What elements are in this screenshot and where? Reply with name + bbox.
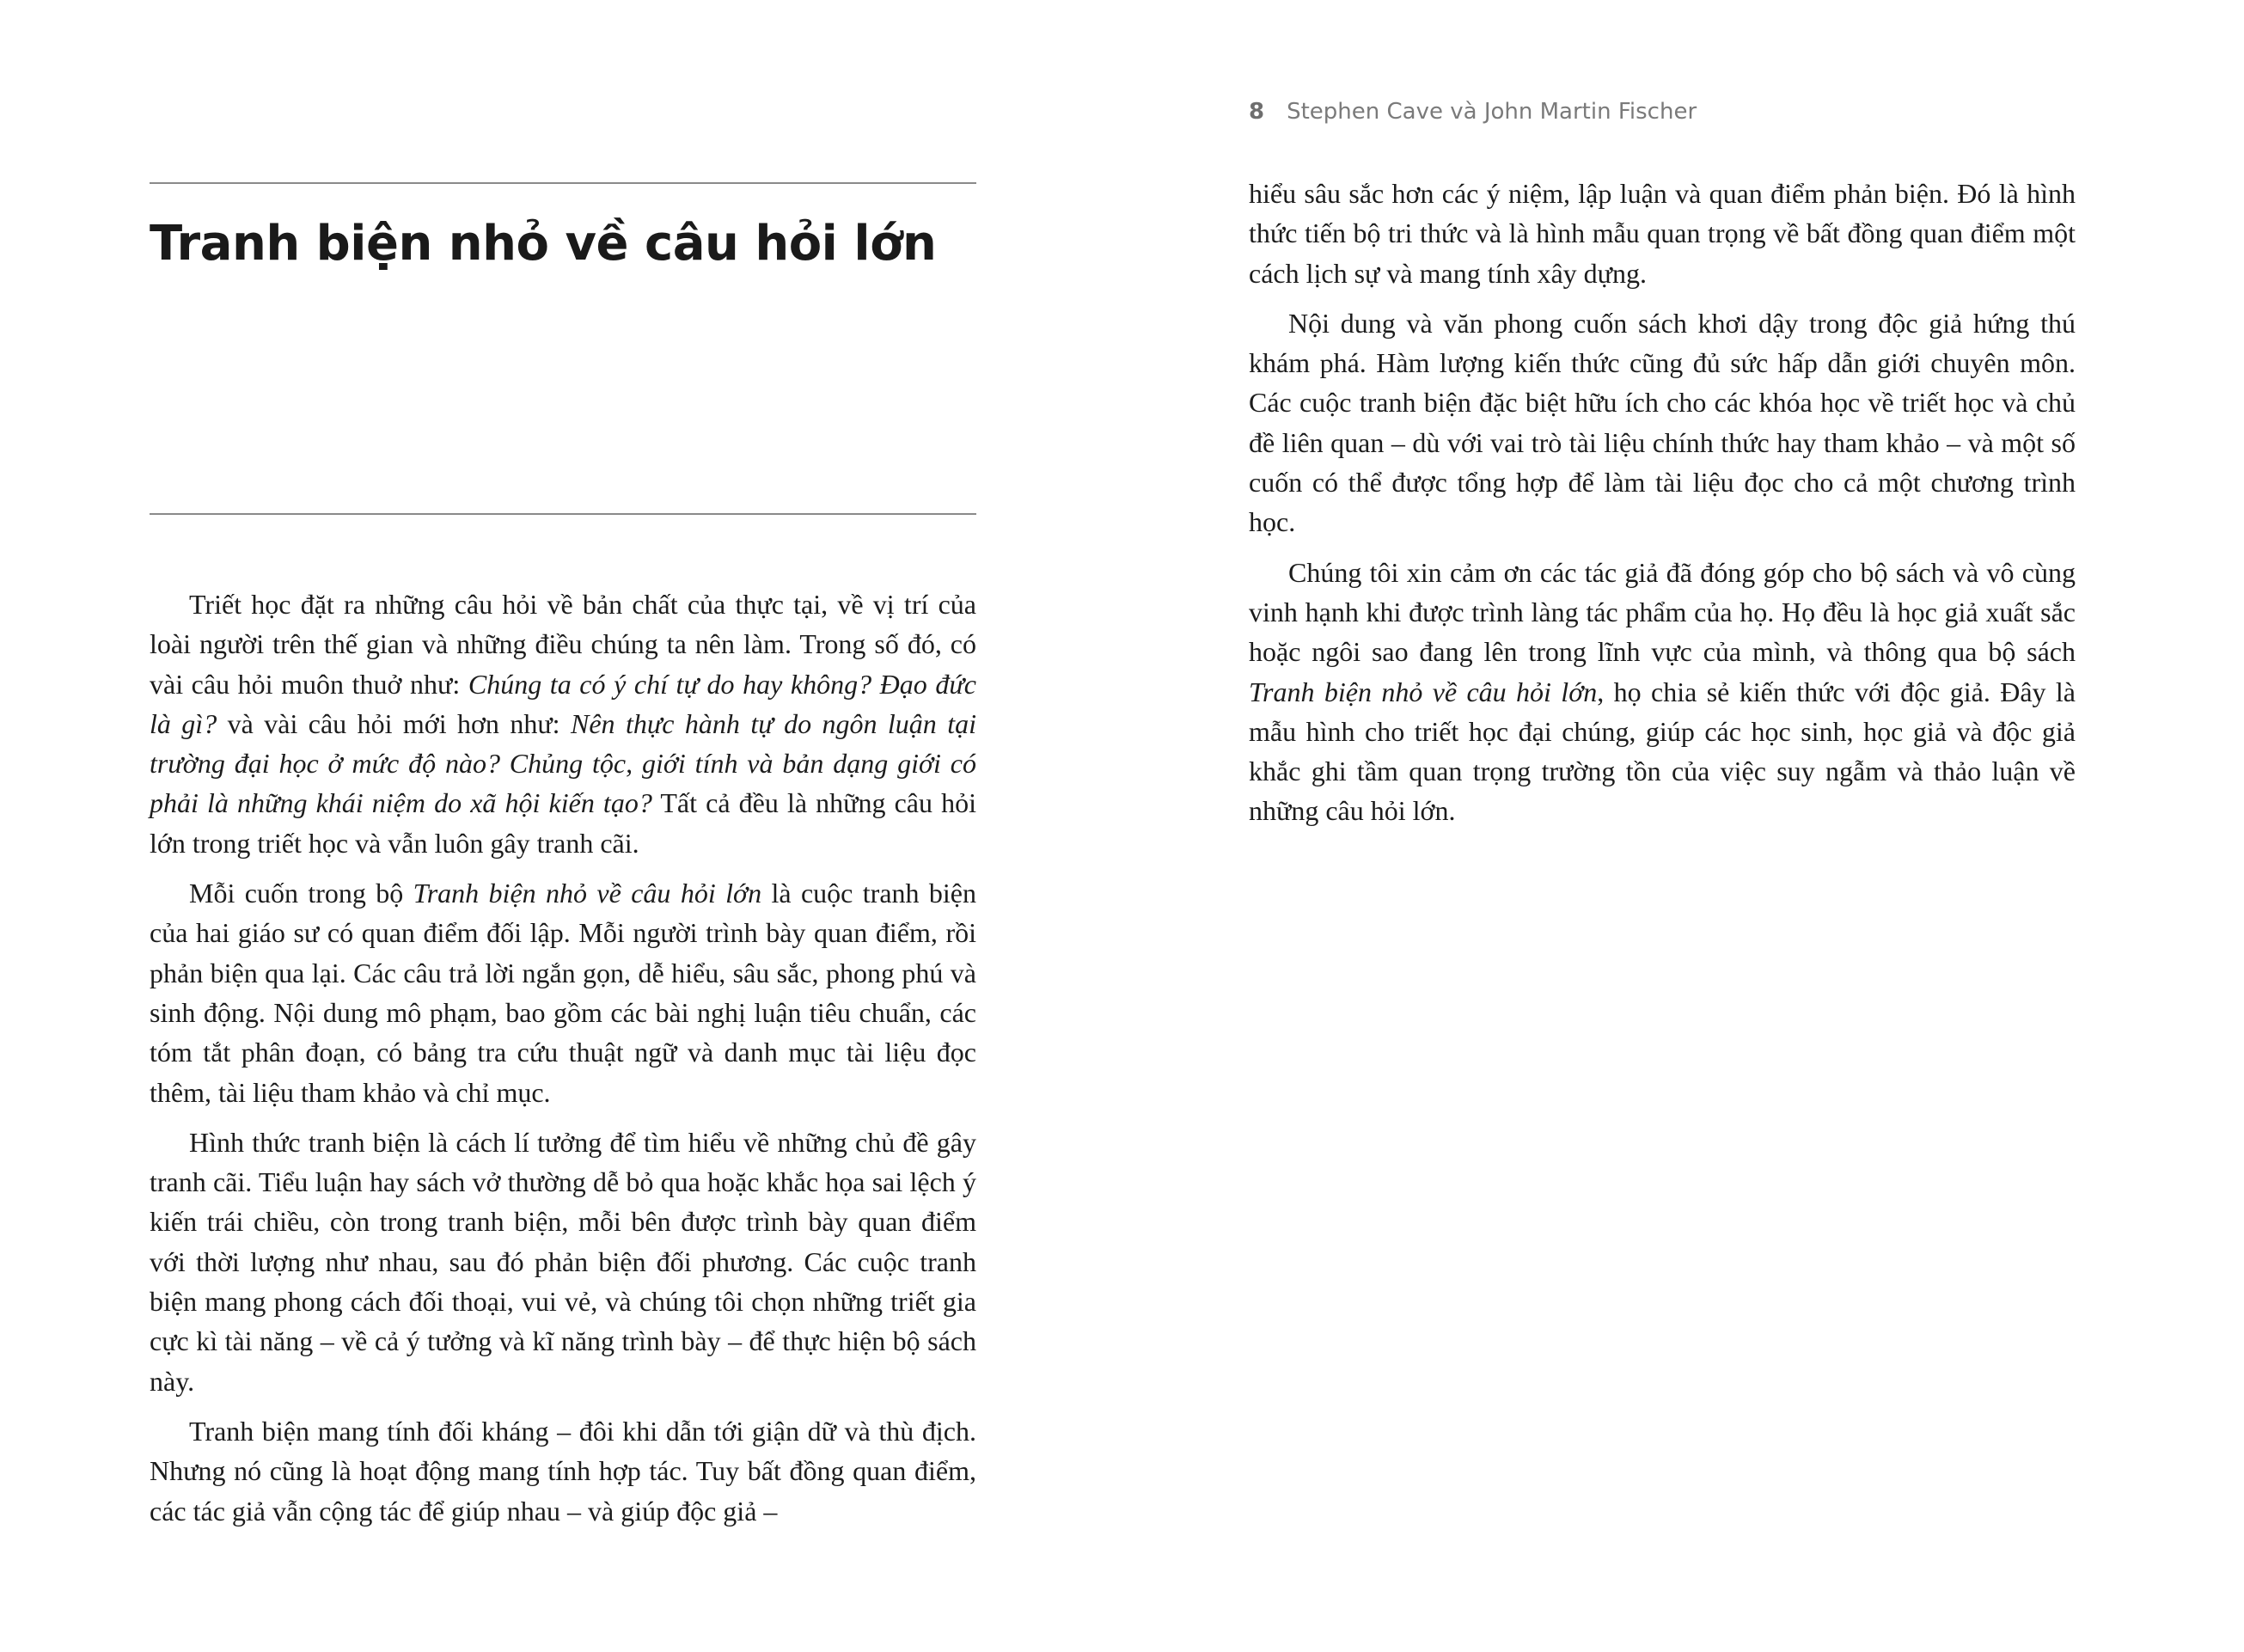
text-run: Hình thức tranh biện là cách lí tưởng để tìm hiểu về những chủ đề gây tranh cãi. Tiểu luận hay sách vở thường dễ bỏ qua hoặc khắc họa sai lệch ý kiến trái chiều, còn trong tranh biện, mỗi bên được trình bày quan điểm với thời lượng như nhau, sau đó phản biện đối phương. Các cuộc tranh biện mang phong cách đối thoại, vui vẻ, và chúng tôi chọn những triết gia cực kì tài năng – về cả ý tưởng và kĩ năng trình bày – để thực hiện bộ sách này. — [150, 1126, 976, 1397]
page-number: 8 — [1249, 99, 1265, 125]
text-run: Triết học đặt ra những câu hỏi về bản chất của thực tại, về vị trí của loài người trên thế gian và những điều chúng ta nên làm. Trong số đó, có vài câu hỏi muôn thuở như: — [150, 589, 976, 700]
text-run: Chúng tôi xin cảm ơn các tác giả đã đóng góp cho bộ sách và vô cùng vinh hạnh khi được trình làng tác phẩm của họ. Họ đều là học giả xuất sắc hoặc ngôi sao đang lên trong lĩnh vực của mình, và thông qua bộ sách — [1249, 556, 2076, 668]
paragraph — [150, 1123, 976, 1401]
italic-run: Nên thực hành tự do ngôn luận tại trường đại học ở mức độ nào? Chủng tộc, giới tính và bản dạng giới có phải là những khái niệm do xã hội kiến tạo? — [150, 707, 977, 819]
right-page — [1122, 0, 2244, 1652]
paragraph-continued — [1249, 174, 2076, 293]
running-head — [1249, 96, 1697, 127]
text-run: và vài câu hỏi mới hơn như: — [217, 707, 571, 739]
text-run: hiểu sâu sắc hơn các ý niệm, lập luận và quan điểm phản biện. Đó là hình thức tiến bộ tri thức và là hình mẫu quan trọng về bất đồng quan điểm một cách lịch sự và mang tính xây dựng. — [1249, 178, 2076, 289]
text-run: , họ chia sẻ kiến thức với độc giả. Đây là mẫu hình cho triết học đại chúng, giúp các học sinh, học giả và độc giả khắc ghi tầm quan trọng trường tồn của việc suy ngẫm và thảo luận về những câu hỏi lớn. — [1249, 676, 2076, 827]
text-run: Mỗi cuốn trong bộ — [189, 878, 413, 909]
chapter-title: Tranh biện nhỏ về câu hỏi lớn — [150, 216, 937, 272]
left-body-text — [150, 584, 976, 1541]
paragraph — [1249, 303, 2076, 542]
paragraph — [1249, 553, 2076, 831]
italic-run: Tranh biện nhỏ về câu hỏi lớn — [413, 878, 762, 909]
italic-run: Chúng ta có ý chí tự do hay không? Đạo đức là gì? — [150, 668, 977, 739]
paragraph — [150, 1411, 976, 1531]
text-run: Tranh biện mang tính đối kháng – đôi khi dẫn tới giận dữ và thù địch. Nhưng nó cũng là hoạt động mang tính hợp tác. Tuy bất đồng quan điểm, các tác giả vẫn cộng tác để giúp nhau – và giúp độc giả – — [150, 1415, 976, 1527]
paragraph — [150, 873, 976, 1112]
text-run: Nội dung và văn phong cuốn sách khơi dậy trong độc giả hứng thú khám phá. Hàm lượng kiến thức cũng đủ sức hấp dẫn giới chuyên môn. Các cuộc tranh biện đặc biệt hữu ích cho các khóa học về triết học và chủ đề liên quan – dù với vai trò tài liệu chính thức hay tham khảo – và một số cuốn có thể được tổng hợp để làm tài liệu đọc cho cả một chương trình học. — [1249, 307, 2076, 538]
italic-run: Tranh biện nhỏ về câu hỏi lớn — [1249, 676, 1598, 707]
text-run: Tất cả đều là những câu hỏi lớn trong triết học và vẫn luôn gây tranh cãi. — [150, 787, 977, 859]
text-run: là cuộc tranh biện của hai giáo sư có quan điểm đối lập. Mỗi người trình bày quan điểm, rồi phản biện qua lại. Các câu trả lời ngắn gọn, dễ hiểu, sâu sắc, phong phú và sinh động. Nội dung mô phạm, bao gồm các bài nghị luận tiêu chuẩn, các tóm tắt phân đoạn, có bảng tra cứu thuật ngữ và danh mục tài liệu đọc thêm, tài liệu tham khảo và chỉ mục. — [150, 878, 977, 1108]
running-head-authors: Stephen Cave và John Martin Fischer — [1287, 99, 1697, 125]
paragraph — [150, 584, 976, 863]
right-body-text — [1249, 174, 2076, 841]
title-bottom-rule — [150, 513, 976, 515]
title-top-rule — [150, 182, 976, 184]
